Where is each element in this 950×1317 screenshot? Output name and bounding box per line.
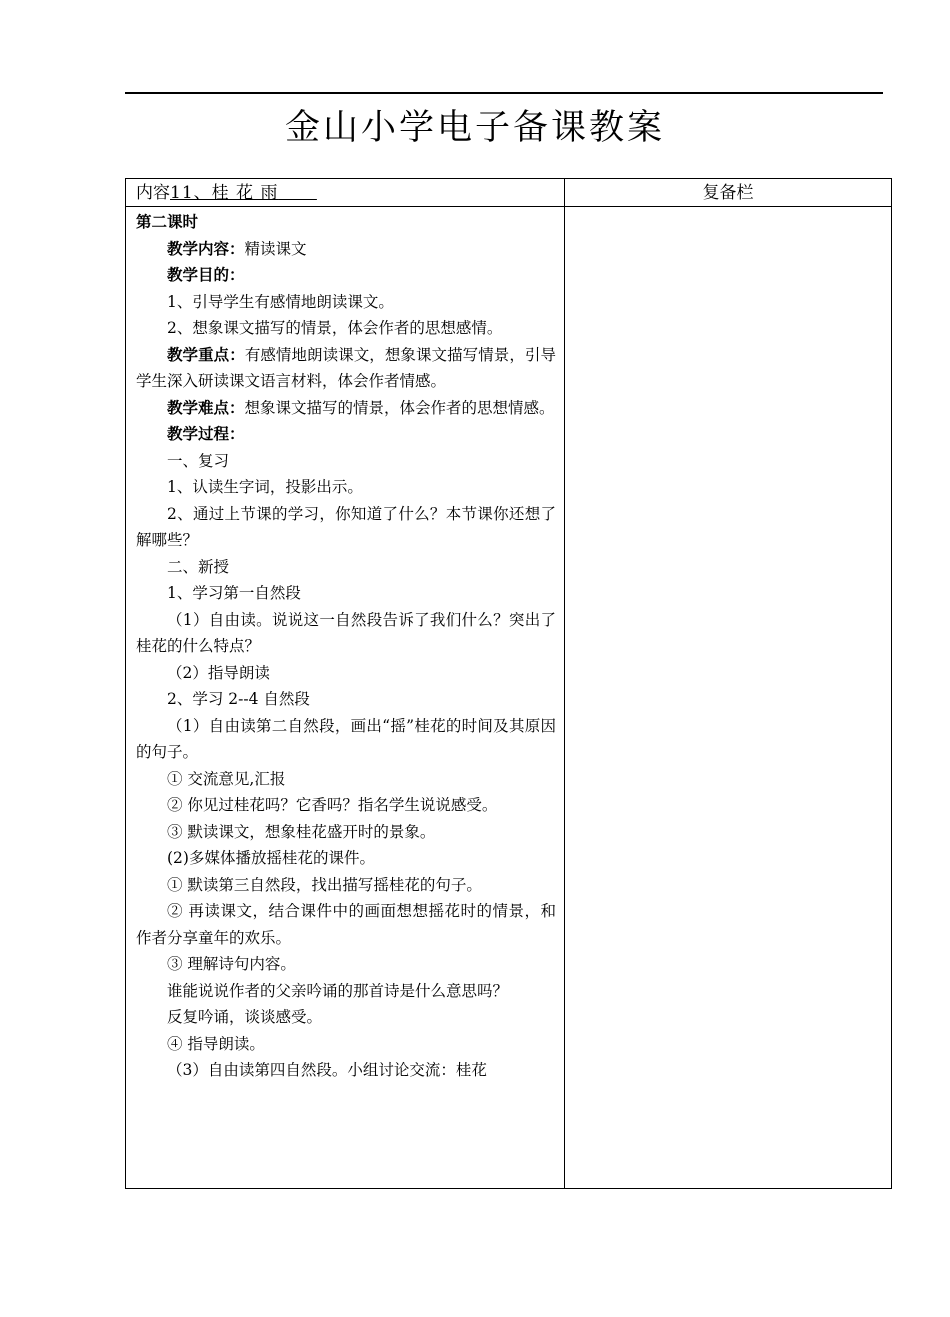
goal-item: 2、想象课文描写的情景，体会作者的思想感情。 — [167, 319, 503, 337]
process-step: （1）自由读。说说这一自然段告诉了我们什么？突出了桂花的什么特点？ — [136, 610, 556, 655]
lesson-topic: 11、桂 花 雨 — [170, 183, 279, 203]
key-point-label: 教学重点： — [167, 344, 245, 364]
content-label: 内容 — [136, 183, 170, 203]
teaching-content — [136, 236, 556, 263]
teaching-difficulty — [136, 395, 556, 422]
process-step: 一、复习 — [167, 451, 230, 470]
goal-item: 1、引导学生有感情地朗读课文。 — [167, 292, 394, 311]
process-step: （2）指导朗读 — [167, 663, 270, 682]
process-step: （1）自由读第二自然段，画出“摇”桂花的时间及其原因的句子。 — [136, 716, 556, 761]
column-divider — [564, 179, 565, 1188]
process-step: (2)多媒体播放摇桂花的课件。 — [167, 849, 375, 867]
process-step: 2、学习 2--4 自然段 — [167, 690, 310, 708]
process-step: ① 交流意见,汇报 — [167, 769, 286, 788]
process-step: ③ 默读课文，想象桂花盛开时的景象。 — [167, 822, 436, 841]
process-step: ② 你见过桂花吗？它香吗？指名学生说说感受。 — [167, 796, 498, 814]
lesson-plan-table — [125, 178, 892, 1189]
lesson-content — [136, 209, 556, 1084]
process-step: ② 再读课文，结合课件中的画面想想摇花时的情景，和作者分享童年的欢乐。 — [136, 902, 556, 947]
process-step: 2、通过上节课的学习，你知道了什么？本节课你还想了解哪些？ — [136, 504, 556, 549]
process-step: 二、新授 — [167, 557, 230, 576]
teaching-content-text: 精读课文 — [244, 239, 307, 258]
key-point-text: 有感情地朗读课文，想象课文描写情景，引导学生深入研读课文语言材料，体会作者情感。 — [136, 345, 556, 390]
process-step: 1、学习第一自然段 — [167, 584, 301, 602]
process-step: 1、认读生字词，投影出示。 — [167, 478, 363, 496]
process-step: ③ 理解诗句内容。 — [167, 955, 296, 973]
teaching-goals-heading: 教学目的： — [167, 265, 245, 284]
page-title: 金山小学电子备课教案 — [284, 108, 665, 148]
process-step: （3）自由读第四自然段。小组讨论交流：桂花 — [167, 1061, 487, 1079]
header-row-divider — [126, 206, 891, 207]
content-header-cell — [136, 181, 317, 205]
review-column-header: 复备栏 — [702, 183, 754, 203]
teaching-content-label: 教学内容： — [167, 238, 245, 258]
teaching-process-heading: 教学过程： — [167, 424, 245, 443]
process-step: 谁能说说作者的父亲吟诵的那首诗是什么意思吗？ — [167, 981, 509, 1000]
teaching-key-point — [136, 342, 556, 395]
process-step: ① 默读第三自然段，找出描写摇桂花的句子。 — [167, 875, 482, 894]
process-step: 反复吟诵，谈谈感受。 — [167, 1008, 323, 1026]
session-heading: 第二课时 — [136, 212, 199, 231]
difficulty-text: 想象课文描写的情景，体会作者的思想情感。 — [244, 398, 555, 417]
process-step: ④ 指导朗读。 — [167, 1034, 265, 1053]
difficulty-label: 教学难点： — [167, 397, 245, 417]
header-rule — [125, 92, 883, 94]
